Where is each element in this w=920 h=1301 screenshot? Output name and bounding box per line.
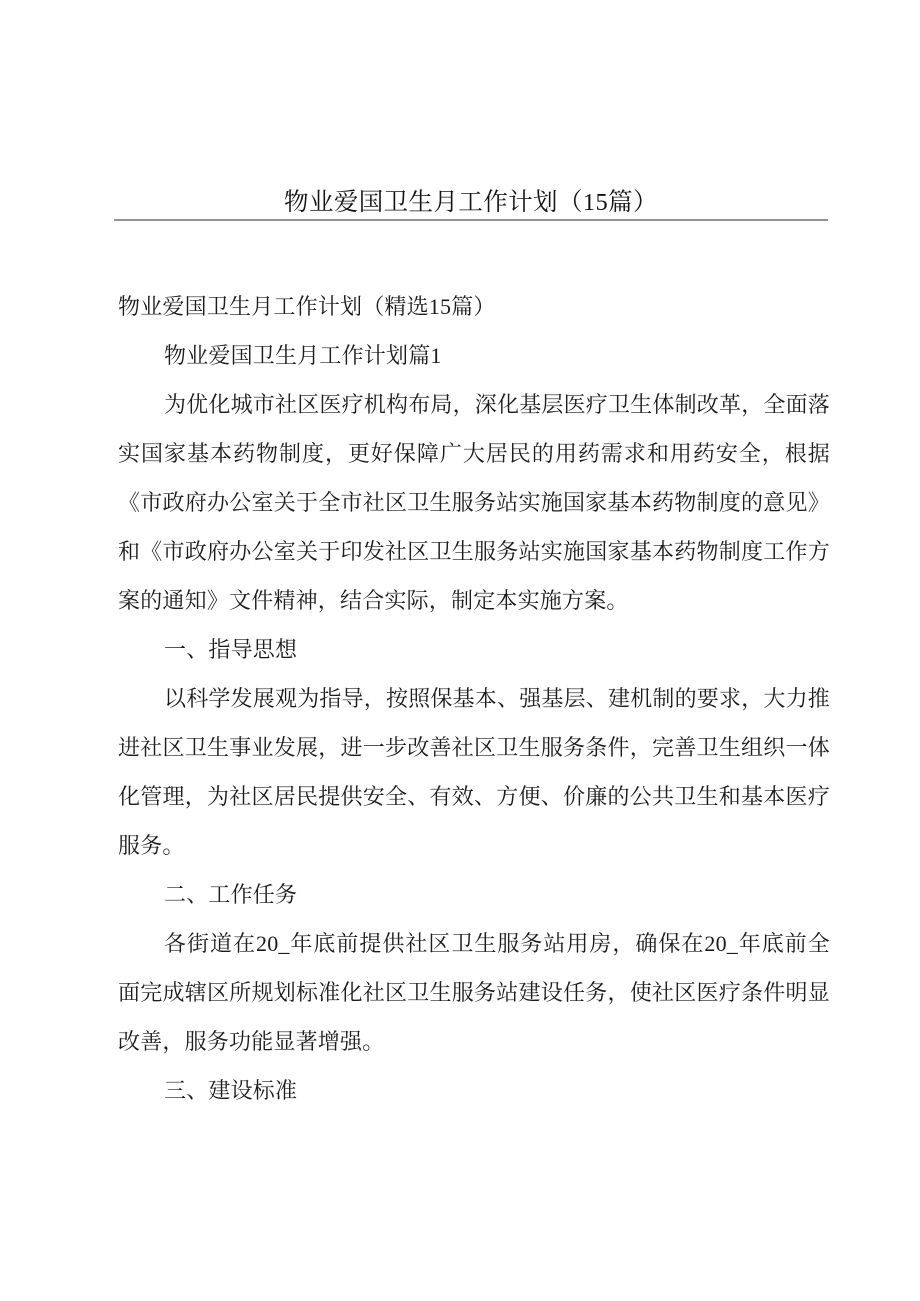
- section-heading-3: 三、建设标准: [164, 1078, 298, 1103]
- collection-title-line: 物业爱国卫生月工作计划（精选15篇）: [118, 294, 496, 319]
- intro-paragraph: 为优化城市社区医疗机构布局，深化基层医疗卫生体制改革，全面落实国家基本药物制度，更好保障广大居民的用药需求和用药安全，根据《市政府办公室关于全市社区卫生服务站实施国家基本药物制度的意见》和《市政府办公室关于印发社区卫生服务站实施国家基本药物制度工作方案的通知》文件精神，结合实际，制定本实施方案。: [118, 392, 831, 613]
- section-body-2: 各街道在20_年底前提供社区卫生服务站用房，确保在20_年底前全面完成辖区所规划标准化社区卫生服务站建设任务，使社区医疗条件明显改善，服务功能显著增强。: [118, 931, 830, 1054]
- title-divider: [114, 219, 828, 221]
- section-heading-1: 一、指导思想: [164, 637, 298, 662]
- article-heading-1: 物业爱国卫生月工作计划篇1: [164, 343, 442, 368]
- section-body-1: 以科学发展观为指导，按照保基本、强基层、建机制的要求，大力推进社区卫生事业发展，进一步改善社区卫生服务条件，完善卫生组织一体化管理，为社区居民提供安全、有效、方便、价廉的公共卫生和基本医疗服务。: [118, 686, 831, 858]
- section-heading-2: 二、工作任务: [164, 882, 298, 907]
- page-title: 物业爱国卫生月工作计划（15篇）: [284, 189, 658, 216]
- document-body: [118, 282, 830, 1115]
